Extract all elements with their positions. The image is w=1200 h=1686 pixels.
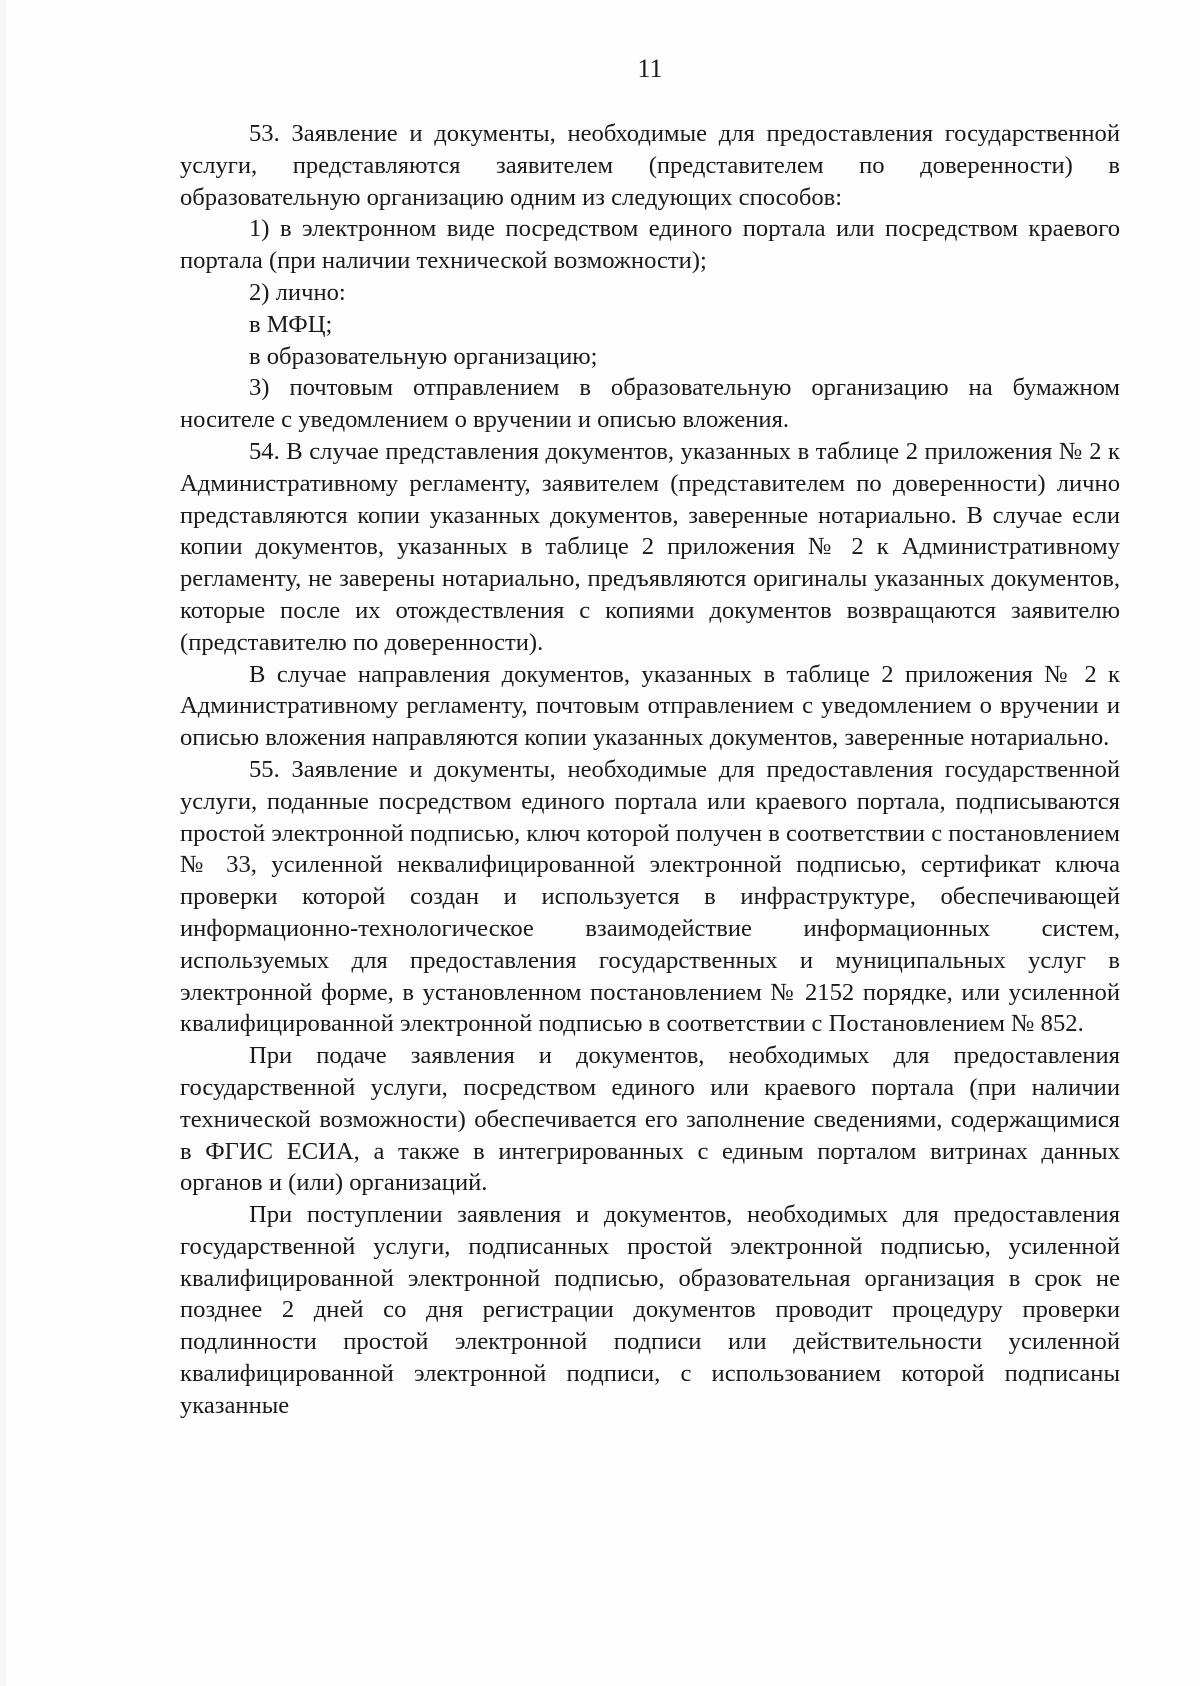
paragraph-54: 54. В случае представления документов, указанных в таблице 2 приложения № 2 к Административному регламенту, заявителем (представителем по доверенности) лично представляются копии указанных документов, заверенные нотариально. В случае если копии документов, указанных в таблице 2 приложения № 2 к Административному регламенту, не заверены нотариально, предъявляются оригиналы указанных документов, которые после их отождествления с копиями документов возвращаются заявителю (представителю по доверенности). (180, 437, 1120, 656)
paragraph-55-verification: При поступлении заявления и документов, необходимых для предоставления государственной услуги, подписанных простой электронной подписью, усиленной квалифицированной электронной подписью, образовательная организация в срок не позднее 2 дней со дня регистрации документов проводит процедуру проверки подлинности простой электронной подписи или действительности усиленной квалифицированной электронной подписи, с использованием которой подписаны указанные (180, 1201, 1120, 1419)
list-subitem-mfc: в МФЦ; (249, 310, 333, 338)
document-body (180, 118, 1120, 1422)
paragraph-55-portal: При подаче заявления и документов, необходимых для предоставления государственной услуги, посредством единого или краевого портала (при наличии технической возможности) обеспечивается его заполнение сведениями, содержащимися в ФГИС ЕСИА, а также в интегрированных с единым порталом витринах данных органов и (или) организаций. (180, 1042, 1120, 1197)
page-number: 11 (637, 54, 663, 83)
list-item-2: 2) лично: (249, 278, 346, 306)
paragraph-54-mail: В случае направления документов, указанных в таблице 2 приложения № 2 к Административному регламенту, почтовым отправлением с уведомлением о вручении и описью вложения направляются копии указанных документов, заверенные нотариально. (180, 660, 1120, 752)
list-item-1: 1) в электронном виде посредством единого портала или посредством краевого портала (при наличии технической возможности); (180, 215, 1120, 275)
list-item-3: 3) почтовым отправлением в образовательную организацию на бумажном носителе с уведомлением о вручении и описью вложения. (180, 374, 1120, 434)
scan-edge (0, 0, 6, 1686)
list-subitem-organization: в образовательную организацию; (249, 342, 598, 370)
paragraph-55: 55. Заявление и документы, необходимые для предоставления государственной услуги, поданные посредством единого портала или краевого портала, подписываются простой электронной подписью, ключ которой получен в соответствии с постановлением № 33, усиленной неквалифицированной электронной подписью, сертификат ключа проверки которой создан и используется в инфраструктуре, обеспечивающей информационно-технологическое взаимодействие информационных систем, используемых для предоставления государственных и муниципальных услуг в электронной форме, в установленном постановлением № 2152 порядке, или усиленной квалифицированной электронной подписью в соответствии с Постановлением № 852. (180, 755, 1120, 1038)
paragraph-53: 53. Заявление и документы, необходимые для предоставления государственной услуги, представляются заявителем (представителем по доверенности) в образовательную организацию одним из следующих способов: (180, 120, 1120, 211)
